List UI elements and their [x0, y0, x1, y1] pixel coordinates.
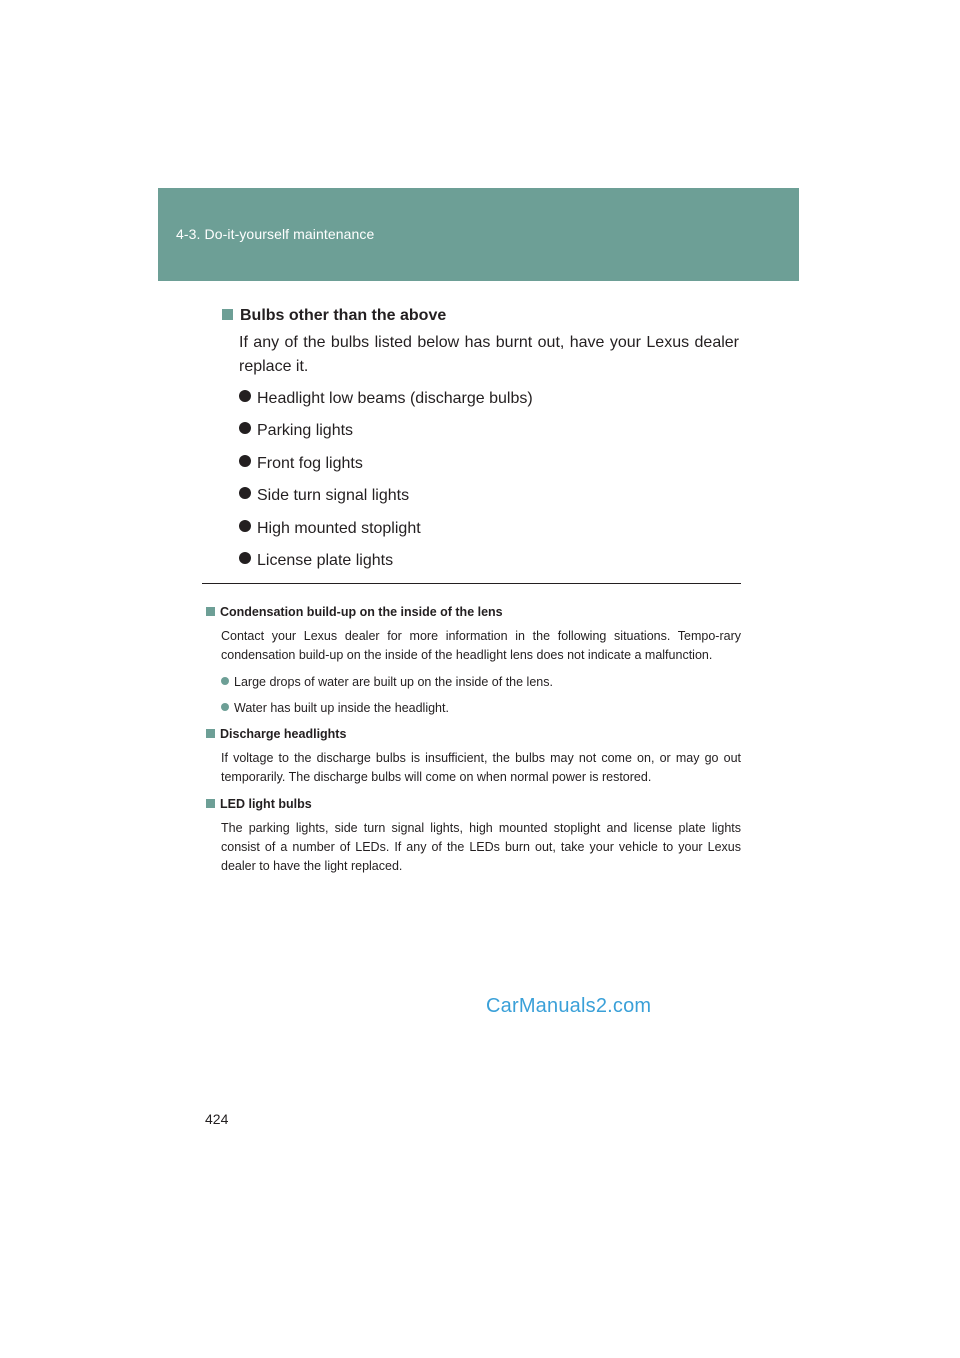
- note-heading-text: Discharge headlights: [220, 727, 347, 741]
- main-paragraph: If any of the bulbs listed below has burnt out, have your Lexus dealer replace it.: [239, 334, 739, 375]
- list-item-label: Large drops of water are built up on the inside of the lens.: [234, 675, 553, 689]
- note-discharge-headlights: [206, 725, 741, 787]
- bullet-dot-icon: [239, 455, 251, 467]
- list-item: [239, 452, 742, 484]
- note-heading-text: LED light bulbs: [220, 797, 312, 811]
- note-heading: [206, 603, 741, 621]
- bullet-dot-icon: [239, 487, 251, 499]
- note-heading-text: Condensation build-up on the inside of the lens: [220, 605, 503, 619]
- list-item: [239, 419, 742, 451]
- list-item-label: Water has built up inside the headlight.: [234, 701, 449, 715]
- section-header-band: [158, 188, 799, 281]
- square-bullet-icon: [206, 607, 215, 616]
- square-bullet-icon: [206, 729, 215, 738]
- list-item-label: License plate lights: [257, 551, 394, 569]
- section-title: 4-3. Do-it-yourself maintenance: [176, 226, 375, 242]
- bullet-dot-icon: [221, 703, 229, 711]
- watermark-link[interactable]: CarManuals2.com: [486, 995, 652, 1017]
- list-item: [221, 699, 741, 717]
- square-bullet-icon: [206, 799, 215, 808]
- bullet-dot-icon: [239, 390, 251, 402]
- bullet-dot-icon: [239, 552, 251, 564]
- list-item: [239, 387, 742, 419]
- bullet-dot-icon: [239, 520, 251, 532]
- main-heading-text: Bulbs other than the above: [240, 307, 447, 324]
- list-item-label: Front fog lights: [257, 454, 363, 472]
- square-bullet-icon: [222, 309, 233, 320]
- note-condensation: [206, 603, 741, 717]
- list-item: [239, 517, 742, 549]
- bullet-dot-icon: [221, 677, 229, 685]
- bulb-list: [239, 387, 742, 581]
- note-heading: [206, 795, 741, 813]
- note-heading: [206, 725, 741, 743]
- note-paragraph: If voltage to the discharge bulbs is insufficient, the bulbs may not come on, or may go out temporarily. The discharge bulbs will come on when normal power is restored.: [221, 751, 741, 784]
- section-divider: [202, 583, 741, 584]
- bullet-dot-icon: [239, 422, 251, 434]
- list-item: [239, 484, 742, 516]
- list-item-label: Side turn signal lights: [257, 487, 410, 505]
- list-item-label: Headlight low beams (discharge bulbs): [257, 390, 533, 407]
- main-section: [222, 304, 742, 581]
- notes-section: [206, 603, 741, 884]
- list-item: [221, 673, 741, 691]
- note-paragraph: Contact your Lexus dealer for more information in the following situations. Tempo-rary condensation build-up on the inside of the headlight lens does not indicate a malfunction.: [221, 629, 741, 662]
- list-item-label: Parking lights: [257, 422, 354, 440]
- page-number: 424: [205, 1111, 229, 1127]
- main-heading: [222, 304, 742, 328]
- list-item-label: High mounted stoplight: [257, 519, 421, 537]
- note-led-bulbs: [206, 795, 741, 876]
- note-paragraph: The parking lights, side turn signal lights, high mounted stoplight and license plate lights consist of a number of LEDs. If any of the LEDs burn out, take your vehicle to your Lexus dealer to have the light replaced.: [221, 821, 741, 873]
- note-list: [221, 673, 741, 717]
- list-item: [239, 549, 742, 581]
